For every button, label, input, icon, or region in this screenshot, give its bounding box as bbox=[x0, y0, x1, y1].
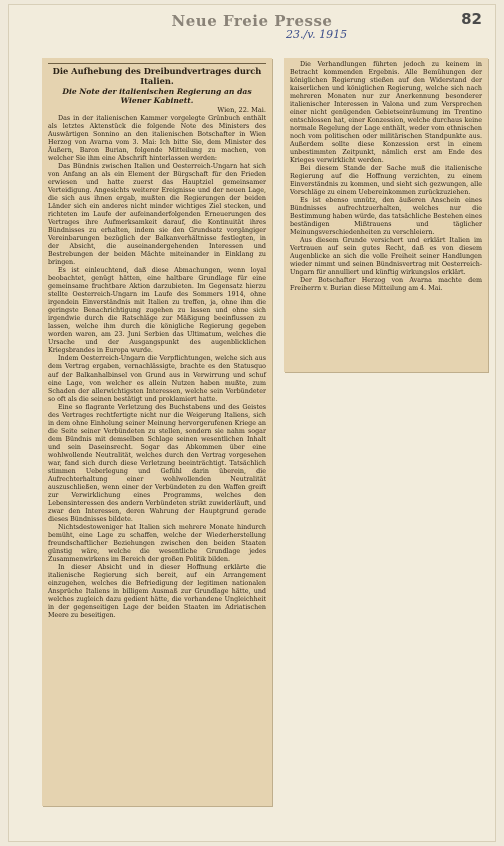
paragraph: Bei diesem Stande der Sache muß die italienische Regierung auf die Hoffnung verzichten, zu einem Einverständnis zu kommen, und sieht sich gezwungen, alle Vorschläge zu einem Uebereinkommen zurückzuziehen. bbox=[290, 165, 482, 197]
article-clipping-right bbox=[284, 58, 488, 372]
paragraph: Nichtsdestoweniger hat Italien sich mehrere Monate hindurch bemüht, eine Lage zu schaffen, welche der Wiederherstellung freundschaftlicher Beziehungen zwischen den beiden Staaten günstig wäre, welche die wesentliche Grundlage jedes Zusammenwirkens im Bereich der großen Politik bilden. bbox=[48, 523, 266, 563]
newspaper-page bbox=[8, 4, 496, 842]
paragraph: Aus diesem Grunde versichert und erklärt Italien im Vertrauen auf sein gutes Recht, daß es von diesem Augenblicke an sich die volle Freiheit seiner Handlungen wieder nimmt und seinen Bündnisvertrag mit Oesterreich-Ungarn für annulliert und künftig wirkungslos erklärt. bbox=[290, 237, 482, 277]
article-clipping-left bbox=[42, 58, 272, 806]
paragraph: Indem Oesterreich-Ungarn die Verpflichtungen, welche sich aus dem Vertrag ergaben, vernachlässigte, brachte es den Statusquo auf der Balkanhalbinsel von Grund aus in Verwirrung und schuf eine Lage, von welcher es allein Nutzen haben mußte, zum Schaden der allerwichtigsten Interessen, welche sein Verbündeter so oft als die seinen bestätigt und proklamiert hatte. bbox=[48, 355, 266, 403]
masthead: Neue Freie Presse bbox=[171, 12, 333, 30]
paragraph: Das in der italienischen Kammer vorgelegte Grünbuch enthält als letztes Aktenstück die folgende Note des Ministers des Auswärtigen Sonnino an den italienischen Botschafter in Wien Herzog von Avarna vom 3. Mai: Ich bitte Sie, dem Minister des Äußern, Baron Burian, folgende Mitteilung zu machen, von welcher Sie ihm eine Abschrift hinterlassen werden: bbox=[48, 115, 266, 163]
paragraph: Der Botschafter Herzog von Avarna machte dem Freiherrn v. Burian diese Mitteilung am 4. Mai. bbox=[290, 277, 482, 293]
page-number: 82 bbox=[461, 10, 482, 28]
paragraph: In dieser Absicht und in dieser Hoffnung erklärte die italienische Regierung sich bereit, auf ein Arrangement einzugehen, welches die Befriedigung der legitimen nationalen Ansprüche Italiens in billigem Ausmaß zur Grundlage hätte, und welches zugleich dazu gedient hätte, die vorhandene Ungleichheit in der gegenseitigen Lage der beiden Staaten im Adriatischen Meere zu beseitigen. bbox=[48, 563, 266, 619]
top-rule bbox=[48, 63, 266, 64]
paragraph: Eine so flagrante Verletzung des Buchstabens und des Geistes des Vertrages rechtfertigte nicht nur die Weigerung Italiens, sich in dem ohne Einholung seiner Meinung hervorgerufenen Kriege an die Seite seiner Verbündeten zu stellen, sondern sie nahm sogar dem Bündnis mit demselben Schlage seinen wesentlichen Inhalt und sein Daseinsrecht. Sogar das Abkommen über eine wohlwollende Neutralität, welches durch den Vertrag vorgesehen war, fand sich durch diese Verletzung beeinträchtigt. Tatsächlich stimmen Ueberlegung und Gefühl darin überein, die Aufrechterhaltung einer wohlwollenden Neutralität auszuschließen, wenn einer der Verbündeten zu den Waffen greift zur Verwirklichung eines Programms, welches den Lebensinteressen des andern Verbündeten strikt zuwiderläuft, und zwar den Interessen, deren Wahrung der Hauptgrund gerade dieses Bündnisses bildete. bbox=[48, 403, 266, 523]
paragraph: Es ist einleuchtend, daß diese Abmachungen, wenn loyal beobachtet, genügt hätten, eine haltbare Grundlage für eine gemeinsame fruchtbare Aktion darzubieten. Im Gegensatz hierzu stellte Oesterreich-Ungarn im Laufe des Sommers 1914, ohne irgendein Einverständnis mit Italien zu treffen, ja, ohne ihm die geringste Benachrichtigung zugehen zu lassen und ohne sich irgendwie durch die Ratschläge zur Mäßigung beeinflussen zu lassen, welche ihm durch die königliche Regierung gegeben worden waren, am 23. Juni Serbien das Ultimatum, welches die Ursache und der Ausgangspunkt des augenblicklichen Kriegsbrandes in Europa wurde. bbox=[48, 267, 266, 355]
article-subhead: Die Note der italienischen Regierung an das Wiener Kabinett. bbox=[62, 87, 252, 105]
paragraph: Die Verhandlungen führten jedoch zu keinem in Betracht kommenden Ergebnis. Alle Bemühungen der königlichen Regierung stießen auf den Widerstand der kaiserlichen und königlichen Regierung, welche sich nach mehreren Monaten nur zur Anerkennung besonderer italienischer Interessen in Valona und zum Versprechen einer nicht genügenden Gebietseinräumung im Trentino entschlossen hat, einer Konzession, welche durchaus keine normale Regelung der Lage enthält, weder vom ethnischen noch vom politischen oder militärischen Standpunkte aus. Außerdem sollte diese Konzession erst in einem unbestimmten Zeitpunkt, nämlich erst am Ende des Krieges verwirklicht werden. bbox=[290, 61, 482, 165]
article-dateline: Wien, 22. Mai. bbox=[217, 106, 266, 114]
article-headline: Die Aufhebung des Dreibundvertrages durch Italien. bbox=[52, 66, 262, 86]
handwritten-date: 23./v. 1915 bbox=[286, 28, 348, 41]
paragraph: Es ist ebenso unnütz, den äußeren Anschein eines Bündnisses aufrechtzuerhalten, welches nur die Bestimmung haben würde, das tatsächliche Bestehen eines beständigen Mißtrauens und täglicher Meinungsverschiedenheiten zu verschleiern. bbox=[290, 197, 482, 237]
paragraph: Das Bündnis zwischen Italien und Oesterreich-Ungarn hat sich von Anfang an als ein Element der Bürgschaft für den Frieden erwiesen und hatte zuerst das Hauptziel gemeinsamer Verteidigung. Angesichts weiterer Ereignisse und der neuen Lage, die sich aus ihnen ergab, mußten die Regierungen der beiden Länder sich ein anderes nicht minder wichtiges Ziel stecken, und richteten im Laufe der aufeinanderfolgenden Erneuerungen des Vertrages ihre Aufmerksamkeit darauf, die Kontinuität ihres Bündnisses zu erhalten, indem sie den Grundsatz vorgängiger Vereinbarungen bezüglich der Balkanverhältnisse festlegten, in der Absicht, die auseinandergehenden Interessen und Bestrebungen der beiden Mächte miteinander in Einklang zu bringen. bbox=[48, 163, 266, 267]
